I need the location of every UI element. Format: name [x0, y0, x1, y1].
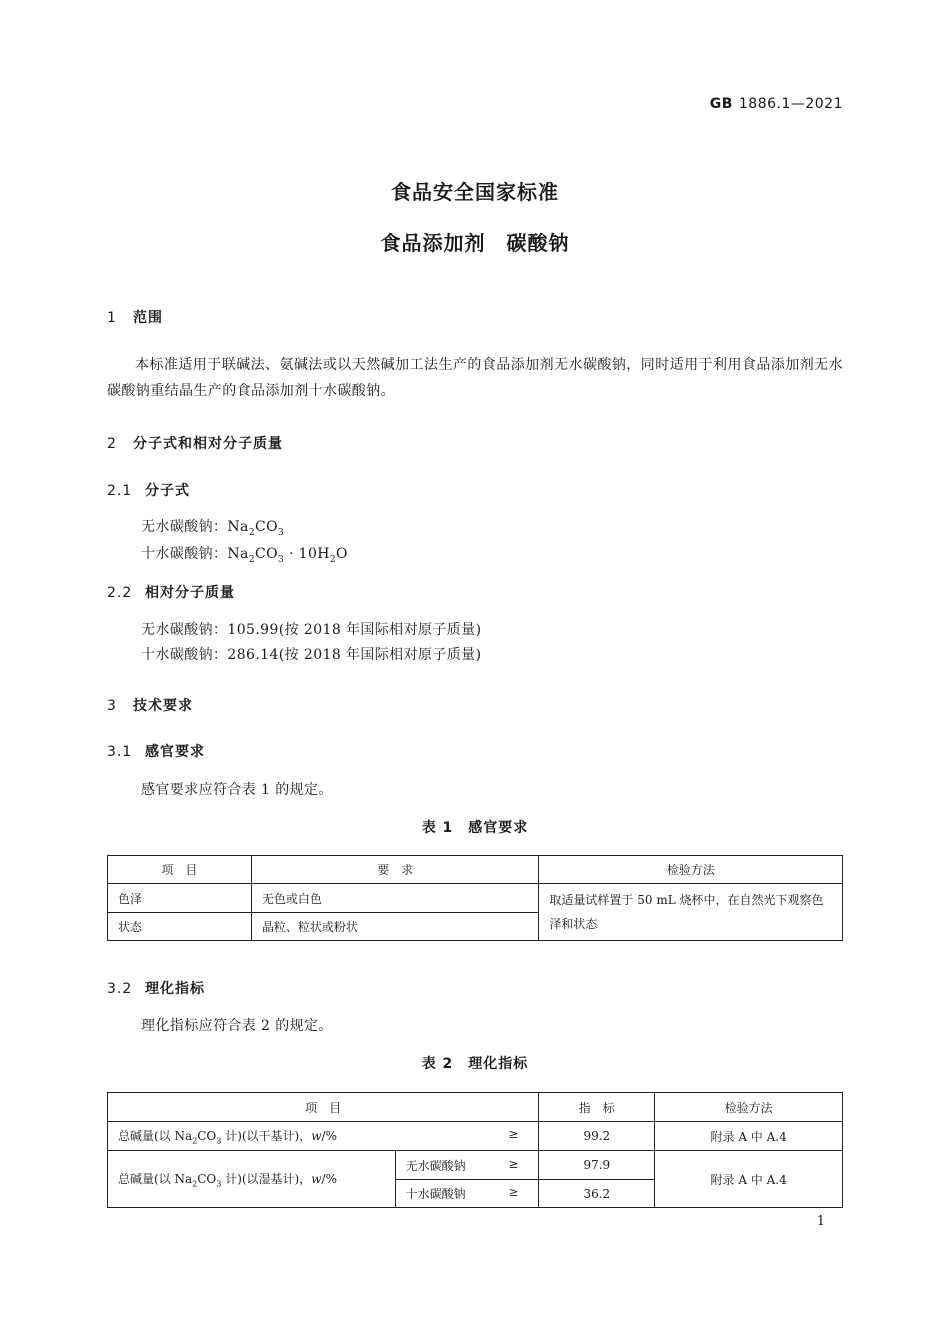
subitem-cell	[395, 1151, 539, 1180]
standard-prefix: GB	[709, 96, 733, 112]
section-title: 分子式	[145, 483, 190, 499]
method-cell: 取适量试样置于 50 mL 烧杯中，在自然光下观察色泽和状态	[539, 884, 843, 941]
section-3-2-heading	[107, 978, 205, 998]
formula-label: 无水碳酸钠：	[141, 519, 228, 535]
table-row	[108, 1122, 843, 1151]
formula-value: $Na_2CO_3$	[227, 519, 285, 538]
header-cell: 项 目	[108, 856, 252, 884]
method-cell: 附录 A 中 A.4	[655, 1122, 843, 1151]
section-number: 1	[107, 310, 117, 326]
document-subtitle: 食品添加剂 碳酸钠	[380, 231, 570, 255]
formula-decahydrate	[141, 543, 348, 565]
section-number: 3	[107, 698, 117, 714]
table-2-caption: 表 2 理化指标	[421, 1056, 529, 1072]
header-cell: 检验方法	[539, 856, 843, 884]
table-row	[108, 884, 843, 913]
value-cell: 99.2	[539, 1122, 655, 1151]
ge-symbol: ≥	[508, 1156, 519, 1171]
item-cell: 总碱量(以 $Na_2CO_3$ 计)(以湿基计)，w/%	[108, 1151, 396, 1208]
subitem-label: 无水碳酸钠	[405, 1158, 466, 1173]
section-number: 2	[107, 436, 117, 452]
item-cell: ≥ 总碱量(以 $Na_2CO_3$ 计)(以干基计)，w/%	[108, 1122, 539, 1151]
section-2-heading	[107, 433, 283, 453]
section-number: 2.2	[107, 585, 133, 601]
value-cell: 97.9	[539, 1151, 655, 1180]
ge-symbol: ≥	[508, 1185, 519, 1199]
section-3-1-heading	[107, 741, 205, 761]
standard-number	[710, 96, 843, 112]
header-cell: 项 目	[108, 1093, 539, 1122]
table-cell: 状态	[108, 913, 252, 941]
table-1-caption: 表 1 感官要求	[421, 820, 529, 836]
ge-symbol: ≥	[508, 1126, 519, 1141]
table-cell: 晶粒、粒状或粉状	[251, 913, 539, 941]
mass-decahydrate: 十水碳酸钠：286.14(按 2018 年国际相对原子质量)	[141, 647, 482, 663]
header-cell: 要 求	[251, 856, 539, 884]
section-title: 理化指标	[145, 981, 205, 997]
scope-paragraph: 本标准适用于联碱法、氨碱法或以天然碱加工法生产的食品添加剂无水碳酸钠，同时适用于利用食品添加剂无水碳酸钠重结晶生产的食品添加剂十水碳酸钠。	[107, 357, 843, 399]
table-header-row	[108, 1093, 843, 1122]
section-3-heading	[107, 695, 193, 715]
section-number: 2.1	[107, 483, 133, 499]
subitem-label: 十水碳酸钠	[405, 1187, 466, 1201]
section-2-2-heading	[107, 582, 235, 602]
document-title: 食品安全国家标准	[391, 180, 559, 204]
subitem-cell	[395, 1180, 539, 1208]
table-header-row	[108, 856, 843, 884]
table-cell: 色泽	[108, 884, 252, 913]
physchem-paragraph: 理化指标应符合表 2 的规定。	[141, 1018, 333, 1034]
table-2-physchem	[107, 1092, 843, 1208]
section-title: 技术要求	[133, 698, 193, 714]
table-row	[108, 1151, 843, 1180]
standard-code: 1886.1—2021	[738, 96, 843, 112]
section-1-heading	[107, 307, 163, 327]
section-number: 3.1	[107, 744, 133, 760]
section-title: 感官要求	[145, 744, 205, 760]
section-number: 3.2	[107, 981, 133, 997]
sensory-paragraph: 感官要求应符合表 1 的规定。	[141, 782, 333, 798]
table-1-sensory	[107, 855, 843, 941]
formula-label: 十水碳酸钠：	[141, 546, 228, 562]
section-title: 分子式和相对分子质量	[133, 436, 283, 452]
page-number: 1	[816, 1214, 825, 1229]
section-2-1-heading	[107, 480, 190, 500]
header-cell: 检验方法	[655, 1093, 843, 1122]
method-cell: 附录 A 中 A.4	[655, 1151, 843, 1208]
section-title: 范围	[133, 310, 163, 326]
mass-anhydrous: 无水碳酸钠：105.99(按 2018 年国际相对原子质量)	[141, 622, 482, 638]
formula-value: $Na_2CO_3 \cdot 10H_2O$	[227, 546, 348, 565]
value-cell: 36.2	[539, 1180, 655, 1208]
formula-anhydrous	[141, 516, 284, 538]
header-cell: 指 标	[539, 1093, 655, 1122]
section-title: 相对分子质量	[145, 585, 235, 601]
table-cell: 无色或白色	[251, 884, 539, 913]
